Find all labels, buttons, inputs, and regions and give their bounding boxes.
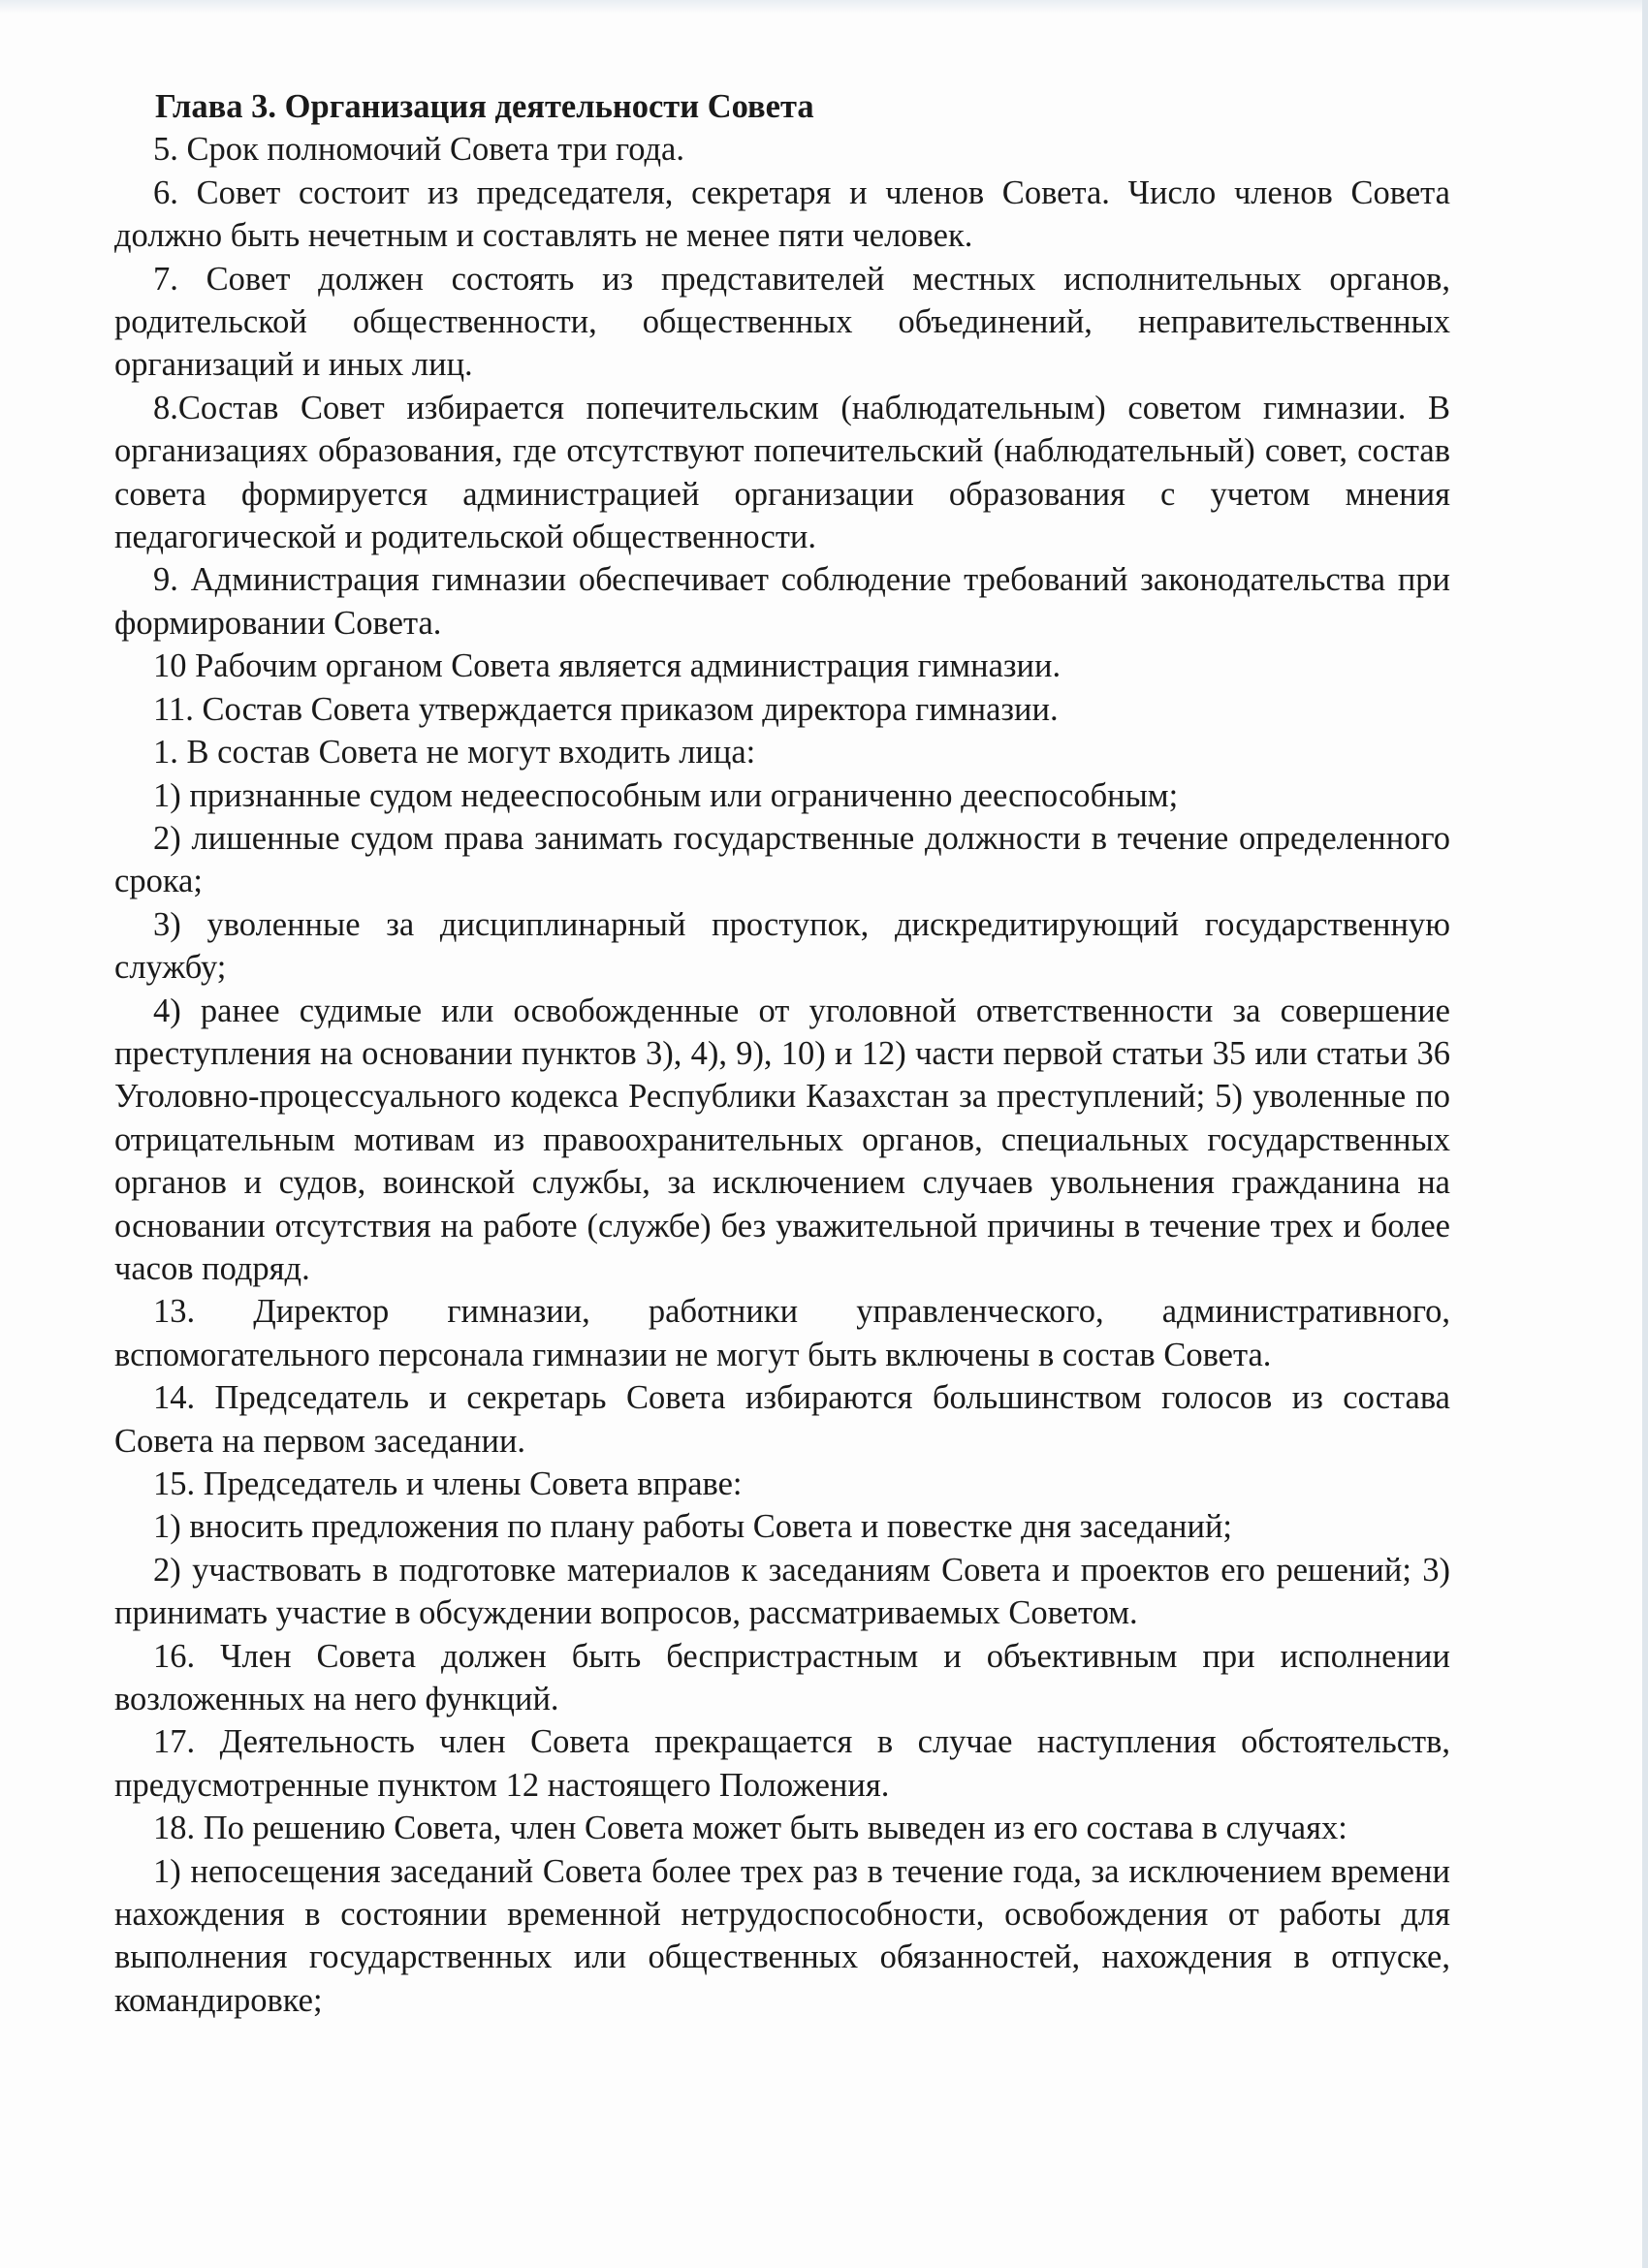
scan-edge-top bbox=[0, 0, 1648, 14]
paragraph-15-item-1: 1) вносить предложения по плану работы Совета и повестке дня заседаний; bbox=[153, 1508, 1233, 1546]
paragraph-17: 17. Деятельность член Совета прекращается в случае наступления обстоятельств, предусмотренные пунктом 12 настоящего Положения. bbox=[114, 1723, 1450, 1804]
document-page bbox=[114, 85, 1450, 2022]
chapter-heading: Глава 3. Организация деятельности Совета bbox=[155, 88, 814, 125]
paragraph-11: 11. Состав Совета утверждается приказом директора гимназии. bbox=[153, 690, 1059, 728]
paragraph-12-item-4: 4) ранее судимые или освобожденные от уголовной ответственности за совершение преступления на основании пунктов 3), 4), 9), 10) и 12) части первой статьи 35 или статьи 36 Уголовно-процессуального кодекса Республики Казахстан за преступлений; 5) уволенные по отрицательным мотивам из правоохранительных органов, специальных государственных органов и судов, воинской службы, за исключением случаев увольнения гражданина на основании отсутствия на работе (службе) без уважительной причины в течение трех и более часов подряд. bbox=[114, 992, 1450, 1287]
paragraph-12-item-2: 2) лишенные судом права занимать государственные должности в течение определенного срока; bbox=[114, 819, 1450, 900]
scan-edge-right bbox=[1642, 0, 1648, 2268]
paragraph-10: 10 Рабочим органом Совета является администрация гимназии. bbox=[153, 647, 1062, 685]
paragraph-18-item-1: 1) непосещения заседаний Совета более трех раз в течение года, за исключением времени нахождения в состоянии временной нетрудоспособности, освобождения от работы для выполнения государственных или общественных обязанностей, нахождения в отпуске, командировке; bbox=[114, 1852, 1450, 2019]
paragraph-5: 5. Срок полномочий Совета три года. bbox=[153, 131, 684, 169]
paragraph-15-item-2: 2) участвовать в подготовке материалов к заседаниям Совета и проектов его решений; 3) принимать участие в обсуждении вопросов, рассматриваемых Советом. bbox=[114, 1551, 1450, 1632]
paragraph-15: 15. Председатель и члены Совета вправе: bbox=[153, 1465, 743, 1502]
paragraph-7: 7. Совет должен состоять из представителей местных исполнительных органов, родительской общественности, общественных объединений, неправительственных организаций и иных лиц. bbox=[114, 260, 1450, 384]
paragraph-16: 16. Член Совета должен быть беспристрастным и объективным при исполнении возложенных на него функций. bbox=[114, 1637, 1450, 1718]
paragraph-6: 6. Совет состоит из председателя, секретаря и членов Совета. Число членов Совета должно быть нечетным и составлять не менее пяти человек. bbox=[114, 173, 1450, 255]
paragraph-12-item-1: 1) признанные судом недееспособным или ограниченно дееспособным; bbox=[153, 776, 1179, 814]
paragraph-13: 13. Директор гимназии, работники управленческого, административного, вспомогательного персонала гимназии не могут быть включены в состав Совета. bbox=[114, 1293, 1450, 1373]
paragraph-12: 1. В состав Совета не могут входить лица: bbox=[153, 734, 756, 772]
paragraph-9: 9. Администрация гимназии обеспечивает соблюдение требований законодательства при формировании Совета. bbox=[114, 561, 1450, 642]
paragraph-18: 18. По решению Совета, член Совета может быть выведен из его состава в случаях: bbox=[153, 1810, 1347, 1847]
paragraph-14: 14. Председатель и секретарь Совета избираются большинством голосов из состава Совета на первом заседании. bbox=[114, 1379, 1450, 1460]
paragraph-12-item-3: 3) уволенные за дисциплинарный проступок, дискредитирующий государственную службу; bbox=[114, 905, 1450, 987]
paragraph-8: 8.Состав Совет избирается попечительским (наблюдательным) советом гимназии. В организациях образования, где отсутствуют попечительский (наблюдательный) совет, состав совета формируется администрацией организации образования с учетом мнения педагогической и родительской общественности. bbox=[114, 389, 1450, 556]
